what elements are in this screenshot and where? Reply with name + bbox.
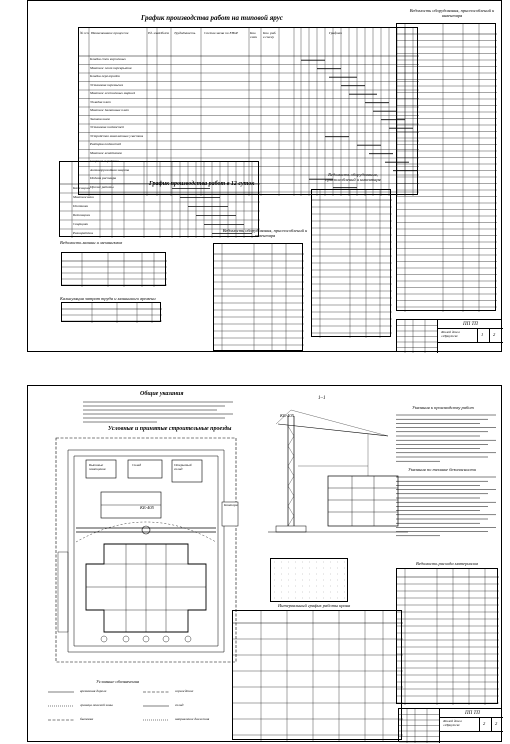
storage-area-hatch [270, 558, 348, 602]
legend-label: граница опасной зоны [80, 703, 113, 707]
plan-crane-label: КБ-405 [140, 505, 154, 510]
equipment-list-title: Ведомость расхода материалов [416, 561, 479, 566]
requirements-title: Указания к производству работ [412, 405, 474, 410]
schedule-row-label: Укладка плит [90, 100, 111, 104]
crew-row-label: Бетонщики [73, 214, 91, 217]
legend-label: склад [175, 703, 184, 707]
drawing-sheet-1 [27, 0, 502, 352]
equipment-rightmid-title: Ведомость оборудования, приспособлений и инвентаря [325, 172, 381, 182]
legend-label: временная дорога [80, 689, 107, 693]
schedule-row-label: Кладка перегородок [90, 75, 120, 78]
crew-row-label: Плотники [73, 205, 89, 208]
stamp-sheet-1: 1 [481, 332, 484, 337]
crew-row-label: Сварщики [73, 223, 89, 226]
requirements-text-lines [396, 412, 496, 464]
crane-schedule-title: Интервальный график работы крана [278, 603, 351, 608]
drawing-sheet-2 [27, 385, 502, 742]
stamp-code-1: ПП ТП [463, 322, 478, 327]
safety-title: Указания по технике безопасности [408, 467, 476, 472]
schedule-row-label: Монтаж балконных плит [90, 109, 129, 112]
plan-label-2: Открытый склад [174, 463, 192, 471]
safety-text-lines [396, 474, 496, 540]
schedule-row-label: Подача раствора [90, 177, 117, 180]
equipment-right-title: Ведомость оборудования, приспособлений и инвентаря [409, 8, 495, 18]
notes-text-lines [83, 399, 233, 425]
plan-label-1: Склад [132, 463, 142, 467]
schedule-header-cell: Наименование процессов [91, 31, 129, 35]
schedule-row-label: Прочие работы [90, 185, 114, 189]
schedule-row-label: Монтаж лестничных маршей [90, 92, 136, 95]
schedule-row-label: Монтаж плит перекрытия [90, 66, 132, 70]
labor-title: Калькуляция затрат труда и машинного времени [60, 296, 156, 301]
legend-symbol [143, 689, 171, 695]
plan-label-3: Контора [224, 503, 238, 507]
schedule-header-cell: Кол. раб. в смену [263, 31, 277, 39]
plan-label-0: Бытовые помещения [89, 463, 106, 471]
materials-table [61, 252, 166, 286]
materials-grid [62, 253, 167, 287]
legend-label: ограждение [175, 689, 194, 693]
schedule-header-cell: Состав звена по ЕНиР [204, 31, 239, 35]
schedule-row-label: Сварочные работы [90, 160, 120, 163]
section-label: 1–1 [318, 396, 326, 401]
site-plan-drawing [46, 432, 246, 672]
legend [48, 686, 238, 734]
schedule-row-label: Заливка швов [90, 117, 110, 121]
legend-symbol [143, 717, 171, 723]
equipment-mid-table [213, 243, 303, 351]
stamp-sheet-2: 2 [483, 721, 486, 726]
schedule-header-cell: № п/п [80, 31, 89, 35]
schedule-header-cell: Графики [329, 31, 343, 35]
schedule-row-label: Устройство монолитных участков [90, 134, 144, 138]
stamp-signature-grid-2 [399, 709, 439, 743]
equipment-right-table [396, 23, 496, 311]
legend-symbol [48, 717, 76, 723]
materials-title: Ведомость машин и механизмов [60, 240, 123, 245]
equipment-rightmid-table [311, 189, 391, 337]
legend-title: Условные обозначения [96, 679, 139, 684]
equipment-list-grid [397, 569, 499, 705]
legend-symbol [143, 703, 171, 709]
labor-grid [62, 303, 162, 323]
schedule-row-label: Монтаж вентблоков [90, 151, 122, 155]
crew-grid [60, 162, 260, 238]
equipment-rightmid-grid [312, 190, 392, 338]
stamp-sheets-1: 2 [493, 332, 496, 337]
crew-row-label: Монтажники [73, 196, 94, 199]
title-block-2 [398, 708, 502, 742]
crew-schedule-title: График производства работ в 12 суток [149, 181, 255, 187]
schedule-row-label: Разборка подмостей [90, 143, 122, 146]
schedule-header-cell: Кол. смен [250, 31, 258, 39]
legend-symbol [48, 689, 76, 695]
equipment-right-grid [397, 24, 497, 312]
equipment-mid-title: Ведомость оборудования, приспособлений и инвентаря [222, 228, 308, 238]
equipment-list-table [396, 568, 498, 704]
schedule-row-label: Кладка стен кирпичных [90, 58, 126, 61]
crew-row-label: Разнорабочие [73, 232, 94, 235]
title-block-1 [396, 319, 502, 352]
schedule-title: График производства работ на типовой ярус [141, 14, 283, 22]
schedule-row-label: Антикоррозийная защита [90, 168, 130, 172]
notes-title: Общие указания [140, 391, 184, 397]
stamp-code-2: ПП ТП [465, 711, 480, 716]
labor-table [61, 302, 161, 322]
crew-schedule-table [59, 161, 259, 237]
stamp-title-1: Жилой дом в г.Иркутске [441, 330, 460, 338]
crew-row-label: Каменщики [73, 187, 91, 190]
schedule-header-cell: Объём [159, 31, 169, 35]
crane-schedule-grid [233, 611, 403, 741]
schedule-header-cell: Трудоёмкость [174, 31, 196, 35]
schedule-header-cell: Ед. изм. [148, 31, 160, 35]
stamp-sheets-2: 2 [495, 721, 498, 726]
stamp-title-2: Жилой дом в г.Иркутске [443, 719, 462, 727]
legend-label: бытовка [80, 717, 94, 721]
schedule-row-label: Установка перемычек [90, 83, 124, 87]
site-plan-title: Условные и принятые строительные проезды [108, 426, 232, 432]
legend-symbol [48, 703, 76, 709]
crane-elevation-drawing [268, 406, 408, 536]
stamp-signature-grid-1 [397, 320, 437, 353]
schedule-row-label: Установка подмостей [90, 126, 124, 129]
crane-schedule-table [232, 610, 402, 740]
crane-label: КБ-405 [280, 413, 294, 418]
legend-label: направление движения [175, 717, 210, 721]
equipment-mid-grid [214, 244, 304, 352]
